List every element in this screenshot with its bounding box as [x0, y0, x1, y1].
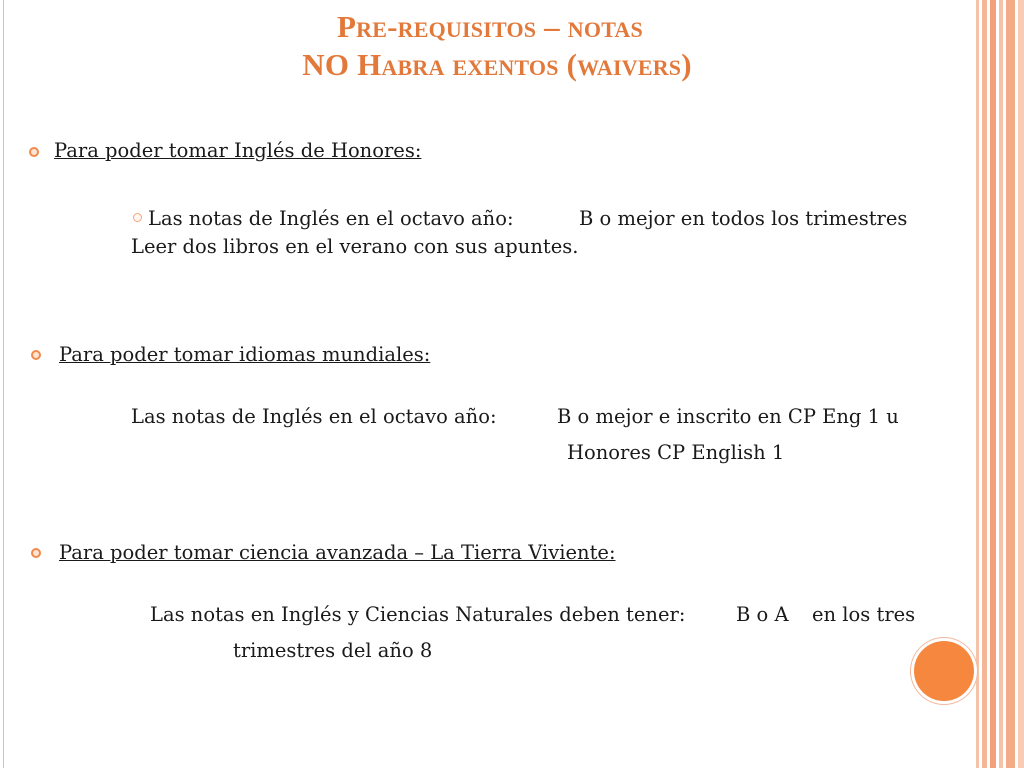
section-heading-advanced-science: Para poder tomar ciencia avanzada – La Tierra Viviente:	[59, 541, 616, 564]
stripe	[1006, 0, 1015, 768]
slide-left-border	[3, 0, 4, 768]
bullet-icon	[31, 548, 41, 558]
bullet-icon	[29, 147, 39, 157]
decorative-circle	[914, 641, 974, 701]
stripe	[982, 0, 987, 768]
section-heading-world-languages: Para poder tomar idiomas mundiales:	[59, 343, 431, 366]
science-grade-value: B o A	[736, 603, 789, 626]
bullet-icon	[31, 350, 41, 360]
stripe	[976, 0, 979, 768]
languages-grade-requirement-cont: Honores CP English 1	[567, 441, 785, 464]
science-grade-label: Las notas en Inglés y Ciencias Naturales deben tener:	[150, 603, 686, 626]
stripe	[990, 0, 996, 768]
science-grade-suffix: en los tres	[812, 603, 916, 626]
honors-grade-label: Las notas de Inglés en el octavo año:	[148, 207, 514, 230]
languages-grade-requirement: B o mejor e inscrito en CP Eng 1 u	[557, 405, 899, 428]
section-heading-honors-english: Para poder tomar Inglés de Honores:	[54, 139, 422, 162]
science-grade-terms: trimestres del año 8	[233, 639, 433, 662]
title-line-2: NO Habra exentos (waivers)	[302, 47, 692, 82]
honors-grade-requirement: B o mejor en todos los trimestres	[579, 207, 908, 230]
stripe	[1018, 0, 1024, 768]
sub-bullet-icon	[133, 213, 142, 222]
slide-title	[230, 8, 750, 84]
honors-reading-requirement: Leer dos libros en el verano con sus apuntes.	[131, 235, 579, 258]
stripe	[999, 0, 1003, 768]
languages-grade-label: Las notas de Inglés en el octavo año:	[131, 405, 497, 428]
title-line-1: Pre-requisitos – notas	[337, 9, 643, 44]
